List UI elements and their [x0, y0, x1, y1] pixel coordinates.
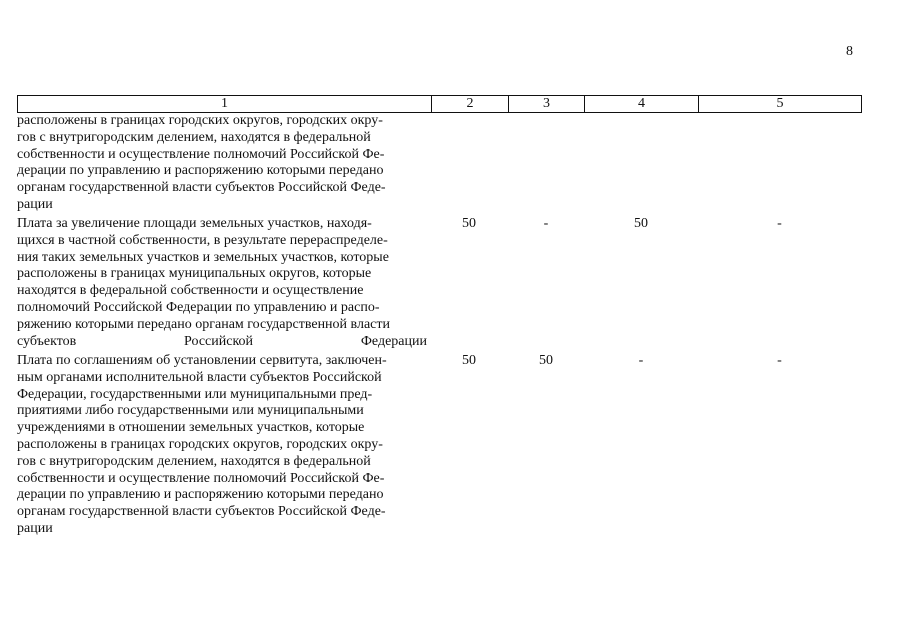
table-row-text: Плата по соглашениям об установлении сервитута, заключен- ным органами исполнительной власти субъектов Российской Федерации, государственными или муниципальными пред- приятиями либо государственными или муниципальными учреждениями в отношении земельных участков, которые расположены в границах городских округов, городских окру- гов с внутригородским делением, находятся в федеральной собственности и осуществление полномочий Российской Фе- дерации по управлению и распоряжению которыми передано органам государственной власти субъектов Российской Феде- рации: [17, 353, 387, 536]
column-header-1: 1: [18, 96, 432, 113]
column-header-3: 3: [509, 96, 585, 113]
table-row-text: Плата за увеличение площади земельных участков, находя- щихся в частной собственности, в результате перераспределе- ния таких земельных участков и земельных участков, которые расположены в границах муниципальных округов, которые находятся в федеральной собственности и осуществление полномочий Российской Федерации по управлению и распо- ряжению которыми передано органам государственной власти субъектов Российской Федерации: [17, 216, 427, 349]
column-header-2: 2: [432, 96, 509, 113]
table-cell-col5: -: [777, 216, 782, 231]
column-header-table: [17, 95, 862, 113]
table-cell-col2: 50: [462, 216, 476, 231]
column-header-5: 5: [699, 96, 862, 113]
column-header-4: 4: [585, 96, 699, 113]
table-cell-col3: -: [543, 216, 549, 231]
table-cell-col2: 50: [462, 353, 476, 368]
table-cell-col3: 50: [539, 353, 553, 368]
table-cell-col4: -: [638, 353, 644, 368]
table-cell-col4: 50: [634, 216, 648, 231]
column-header-row: [18, 96, 862, 113]
page-number: 8: [846, 44, 853, 59]
table-row-text: расположены в границах городских округов, городских окру- гов с внутригородским делением, находятся в федеральной собственности и осуществление полномочий Российской Фе- дерации по управлению и распоряжению которыми передано органам государственной власти субъектов Российской Феде- рации: [17, 113, 386, 212]
table-cell-col5: -: [777, 353, 782, 368]
